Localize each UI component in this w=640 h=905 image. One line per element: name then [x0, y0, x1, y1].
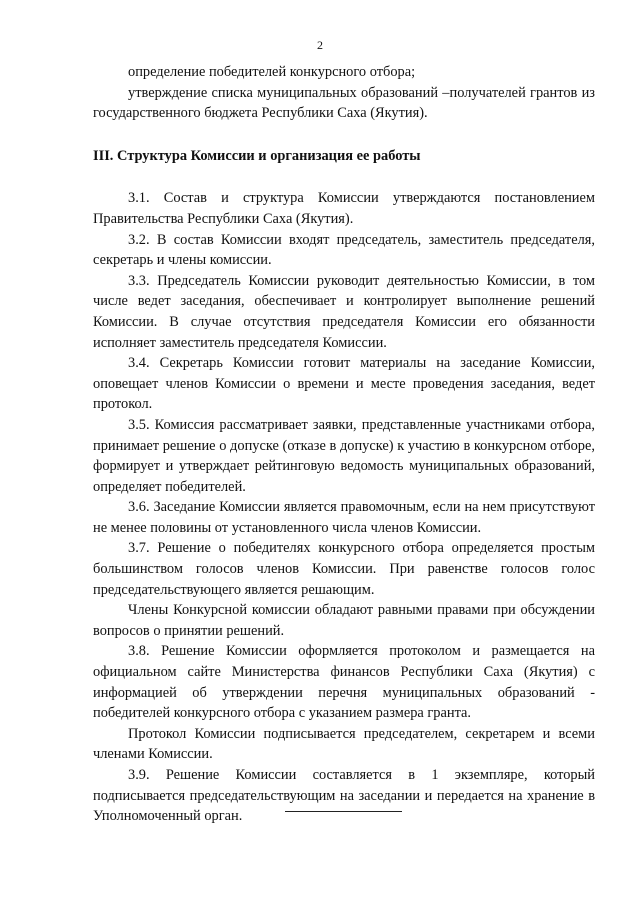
- paragraph-3-6: 3.6. Заседание Комиссии является правомочным, если на нем присутствуют не менее половины от установленного числа членов Комиссии.: [93, 499, 595, 536]
- list-item: утверждение списка муниципальных образований –получателей грантов из государственного бюджета Республики Саха (Якутия).: [93, 84, 595, 122]
- paragraph-3-1: 3.1. Состав и структура Комиссии утверждаются постановлением Правительства Республики Саха (Якутия).: [93, 190, 595, 227]
- paragraph-3-9: 3.9. Решение Комиссии составляется в 1 экземпляре, который подписывается председательствующим на заседании и передается на хранение в Уполномоченный орган.: [93, 767, 595, 825]
- paragraph-3-8: 3.8. Решение Комиссии оформляется протоколом и размещается на официальном сайте Министерства финансов Республики Саха (Якутия) с информацией об утверждении перечня муниципальных образований - победителей конкурсного отбора с указанием размера гранта.: [93, 643, 595, 722]
- paragraph-3-3: 3.3. Председатель Комиссии руководит деятельностью Комиссии, в том числе ведет заседания, обеспечивает и контролирует выполнение решений Комиссии. В случае отсутствия председателя Комиссии его обязанности исполняет заместитель председателя Комиссии.: [93, 272, 595, 351]
- paragraph-3-5: 3.5. Комиссия рассматривает заявки, представленные участниками отбора, принимает решение о допуске (отказе в допуске) к участию в конкурсном отборе, формирует и утверждает рейтинговую ведомость муниципальных образований, определяет победителей.: [93, 416, 595, 495]
- paragraph-3-2: 3.2. В состав Комиссии входят председатель, заместитель председателя, секретарь и члены комиссии.: [93, 231, 595, 269]
- paragraph-3-7: 3.7. Решение о победителях конкурсного отбора определяется простым большинством голосов членов Комиссии. При равенстве голосов голос председательствующего является решающим.: [93, 540, 595, 598]
- document-body: [93, 62, 595, 827]
- paragraph-3-4: 3.4. Секретарь Комиссии готовит материалы на заседание Комиссии, оповещает членов Комиссии о времени и месте проведения заседания, ведет протокол.: [93, 355, 595, 413]
- paragraph-members-rights: Члены Конкурсной комиссии обладают равными правами при обсуждении вопросов о принятии решений.: [93, 602, 595, 639]
- list-item: определение победителей конкурсного отбора;: [128, 64, 416, 80]
- paragraph-protocol-signing: Протокол Комиссии подписывается председателем, секретарем и всеми членами Комиссии.: [93, 725, 595, 763]
- end-divider-line: [285, 811, 402, 812]
- section-heading: III. Структура Комиссии и организация ее работы: [93, 147, 421, 164]
- page-number: 2: [317, 38, 323, 52]
